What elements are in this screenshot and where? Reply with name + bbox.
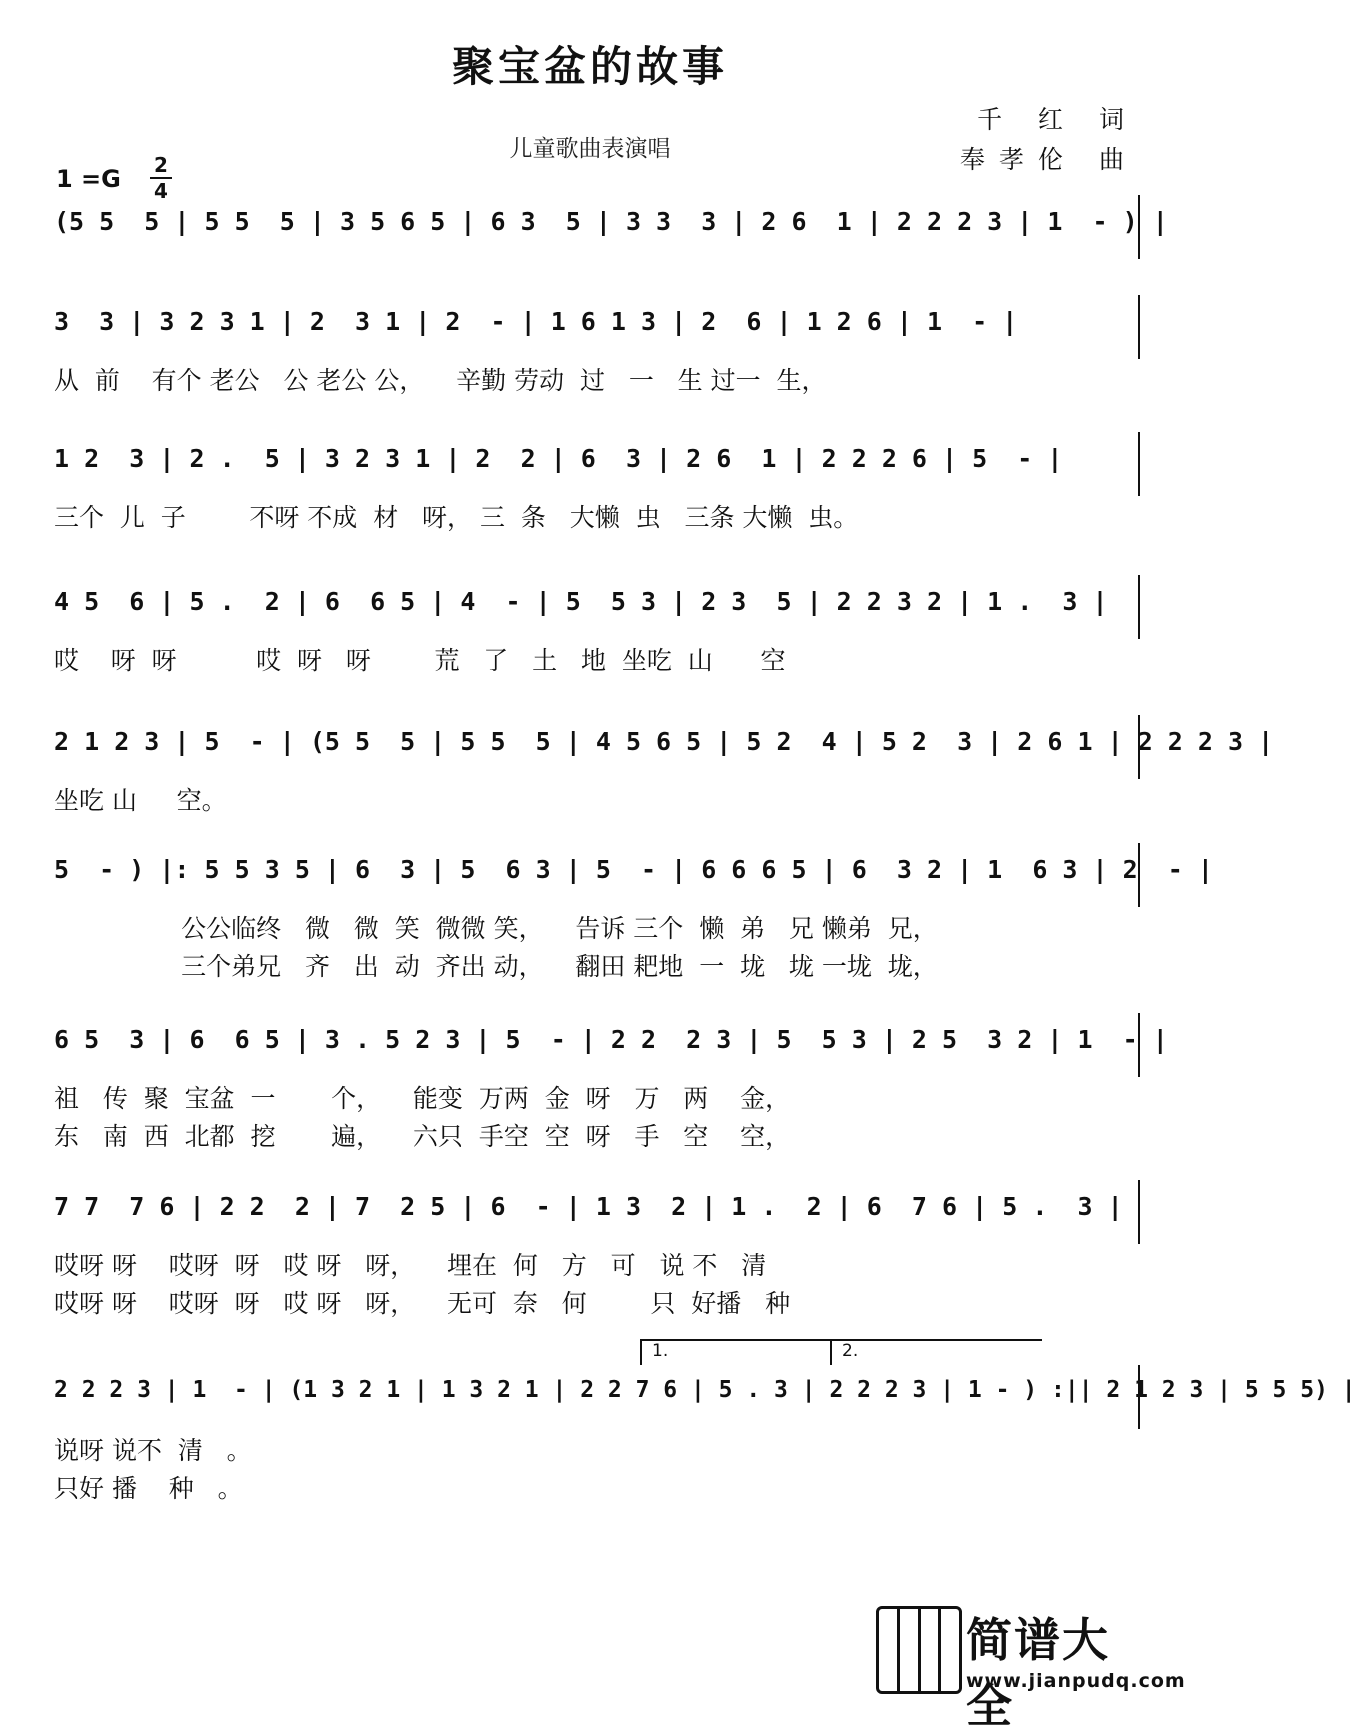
lyric-line-verse-1: 哎呀 呀 哎呀 呀 哎 呀 呀， 埋在 何 方 可 说 不 清 xyxy=(54,1251,767,1280)
system-7 xyxy=(40,1180,1140,1326)
system-3 xyxy=(40,575,1140,683)
lyric-line-verse-2: 只好 播 种 。 xyxy=(54,1474,243,1503)
lyric-line: 从 前 有个 老公 公 老公 公， 辛勤 劳动 过 一 生 过一 生， xyxy=(54,366,827,395)
lyric-line-verse-2: 哎呀 呀 哎呀 呀 哎 呀 呀， 无可 奈 何 只 好播 种 xyxy=(54,1289,791,1318)
lyric-line-verse-2: 东 南 西 北都 挖 遍， 六只 手空 空 呀 手 空 空， xyxy=(54,1122,791,1151)
system-0 xyxy=(40,195,1168,259)
notes-line: 5 - ) |: 5 5 3 5 | 6 3 | 5 6 3 | 5 - | 6 6 6 5 | 6 3 2 | 1 6 3 | 2 - | xyxy=(54,855,1213,884)
system-5 xyxy=(40,843,1213,989)
lyric-line-verse-2: 三个弟兄 齐 出 动 齐出 动， 翻田 耙地 一 垅 垅 一垅 垅， xyxy=(54,952,938,981)
page-title: 聚宝盆的故事 xyxy=(451,42,728,91)
logo-site: www.jianpudq.com xyxy=(966,1670,1186,1692)
lyric-line: 三个 儿 子 不呀 不成 材 呀， 三 条 大懒 虫 三条 大懒 虫。 xyxy=(54,503,859,532)
system-6 xyxy=(40,1013,1168,1159)
subtitle: 儿童歌曲表演唱 xyxy=(509,136,671,162)
notes-line: (5 5 5 | 5 5 5 | 3 5 6 5 | 6 3 5 | 3 3 3 | 2 6 1 | 2 2 2 3 | 1 - ) | xyxy=(54,207,1168,236)
system-2 xyxy=(40,432,1140,540)
time-signature-top: 2 xyxy=(154,153,168,177)
notes-line: 3 3 | 3 2 3 1 | 2 3 1 | 2 - | 1 6 1 3 | 2 6 | 1 2 6 | 1 - | xyxy=(54,307,1018,336)
system-1 xyxy=(40,295,1140,403)
notes-line: 6 5 3 | 6 6 5 | 3 . 5 2 3 | 5 - | 2 2 2 3 | 5 5 3 | 2 5 3 2 | 1 - | xyxy=(54,1025,1168,1054)
lyric-line-verse-1: 说呀 说不 清 。 xyxy=(54,1436,252,1465)
notes-line: 7 7 7 6 | 2 2 2 | 7 2 5 | 6 - | 1 3 2 | 1 . 2 | 6 7 6 | 5 . 3 | xyxy=(54,1192,1123,1221)
piano-icon xyxy=(876,1606,962,1694)
notes-line: 2 1 2 3 | 5 - | (5 5 5 | 5 5 5 | 4 5 6 5 | 5 2 4 | 5 2 3 | 2 6 1 | 2 2 2 3 | xyxy=(54,727,1274,756)
lyric-line-verse-1: 公公临终 微 微 笑 微微 笑， 告诉 三个 懒 弟 兄 懒弟 兄， xyxy=(54,914,938,943)
system-8 xyxy=(40,1341,1356,1511)
lyric-line: 哎 呀 呀 哎 呀 呀 荒 了 土 地 坐吃 山 空 xyxy=(54,646,786,675)
notes-line: 1 2 3 | 2 . 5 | 3 2 3 1 | 2 2 | 6 3 | 2 6 1 | 2 2 2 6 | 5 - | xyxy=(54,444,1063,473)
logo-brand: 简谱大全 xyxy=(966,1613,1110,1733)
volta-first-ending: 1. xyxy=(640,1339,832,1365)
lyricist-credit: 千 红 词 xyxy=(977,105,1138,134)
lyric-line-verse-1: 祖 传 聚 宝盆 一 个， 能变 万两 金 呀 万 两 金， xyxy=(54,1084,791,1113)
system-4 xyxy=(40,715,1274,823)
notes-line: 4 5 6 | 5 . 2 | 6 6 5 | 4 - | 5 5 3 | 2 3 5 | 2 2 3 2 | 1 . 3 | xyxy=(54,587,1108,616)
key-signature: 1 =G xyxy=(56,165,121,193)
site-logo xyxy=(868,1600,1186,1733)
volta-second-ending: 2. xyxy=(830,1339,1042,1365)
notes-line: 2 2 2 3 | 1 - | (1 3 2 1 | 1 3 2 1 | 2 2 7 6 | 5 . 3 | 2 2 2 3 | 1 - ) :|| 2 1 2 3 | 5 5 5) | xyxy=(54,1377,1356,1403)
lyric-line: 坐吃 山 空。 xyxy=(54,786,227,815)
composer-credit: 奉孝伦 曲 xyxy=(960,145,1138,174)
time-signature-bottom: 4 xyxy=(154,179,168,203)
